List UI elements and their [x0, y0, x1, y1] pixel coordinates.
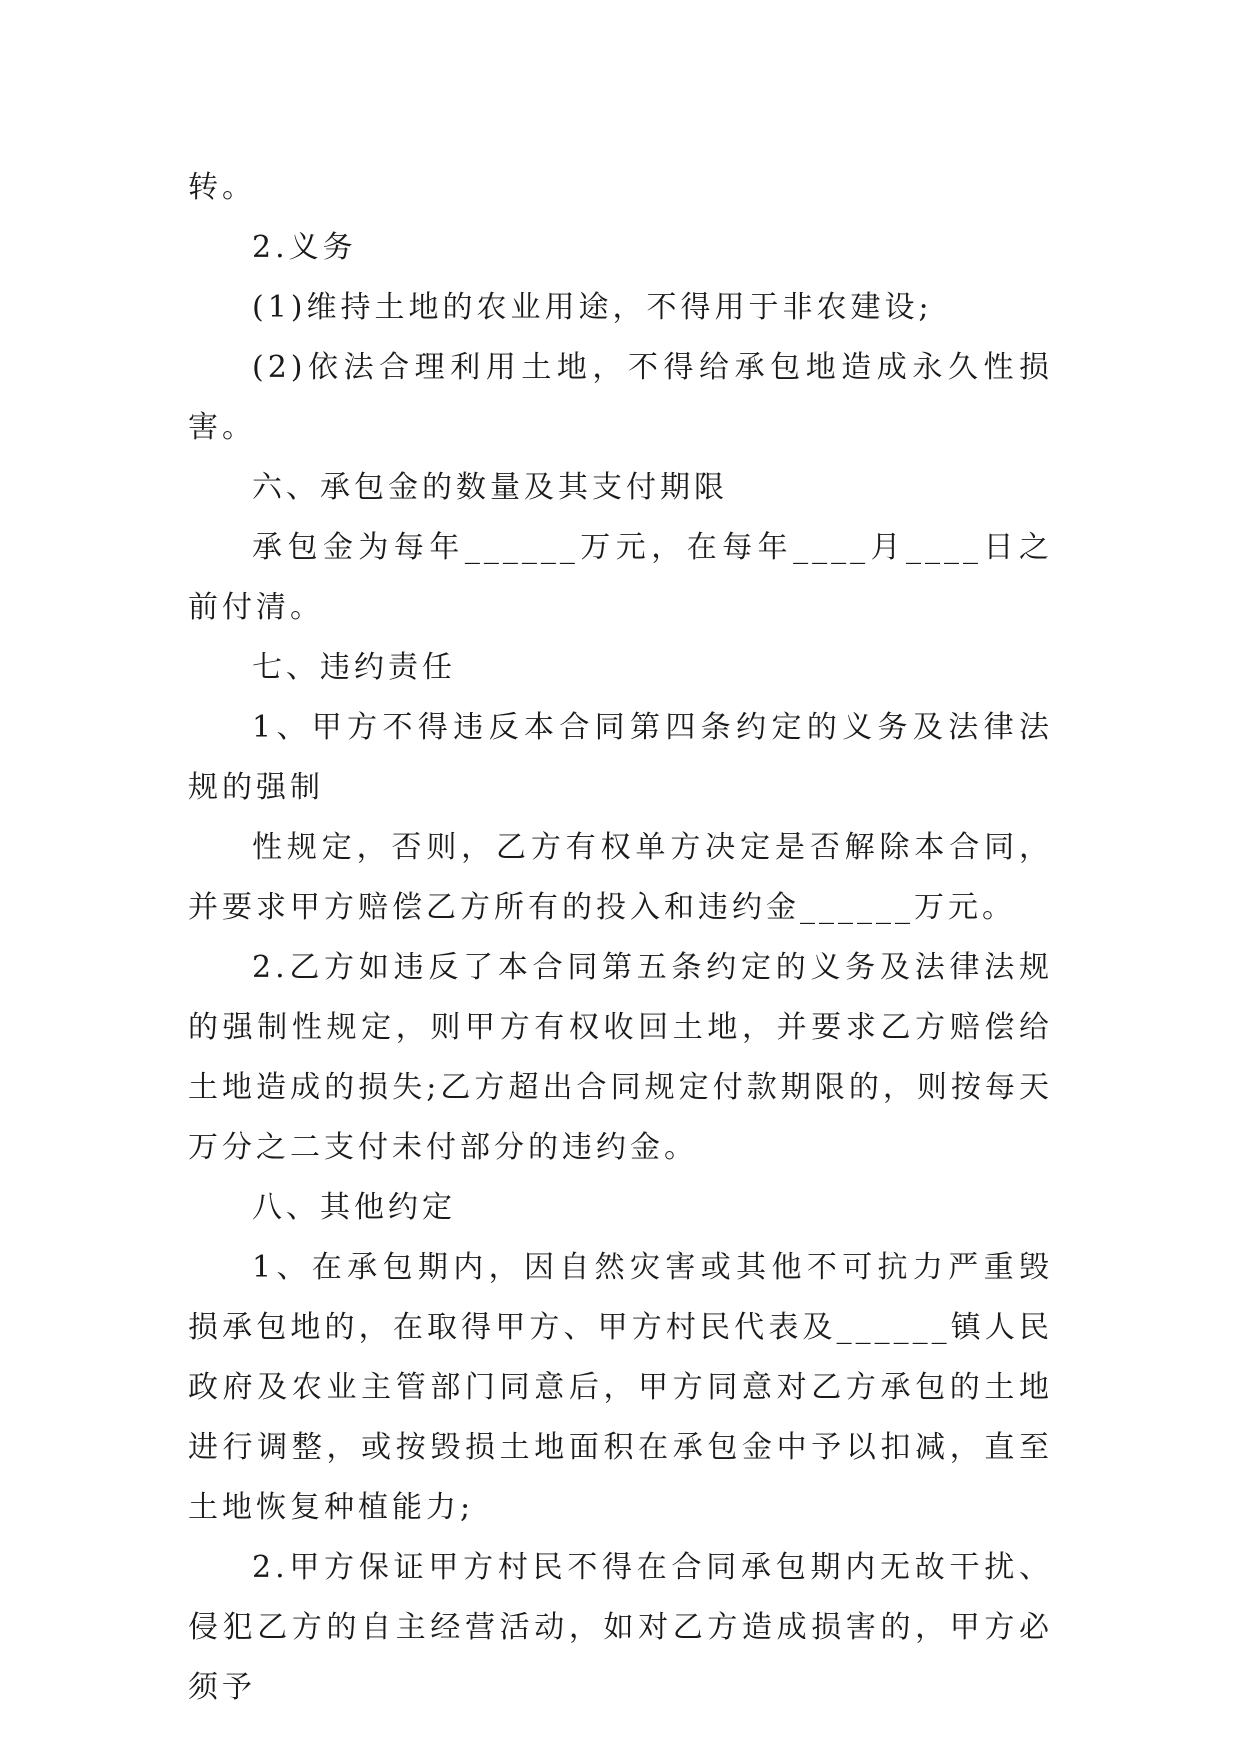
- document-body: [188, 158, 1053, 1718]
- paragraph-0: 转。: [188, 170, 256, 205]
- paragraph-2: (1)维持土地的农业用途，不得用于非农建设;: [252, 290, 933, 325]
- paragraph-3: (2)依法合理利用土地，不得给承包地造成永久性损害。: [188, 350, 1053, 445]
- paragraph-5: 承包金为每年______万元，在每年____月____日之前付清。: [188, 530, 1053, 625]
- section-heading-7: 七、违约责任: [252, 650, 456, 685]
- paragraph-12: 2.甲方保证甲方村民不得在合同承包期内无故干扰、侵犯乙方的自主经营活动，如对乙方造成损害的，甲方必须予: [188, 1550, 1053, 1705]
- paragraph-9: 2.乙方如违反了本合同第五条约定的义务及法律法规的强制性规定，则甲方有权收回土地，并要求乙方赔偿给土地造成的损失;乙方超出合同规定付款期限的，则按每天万分之二支付未付部分的违约金。: [188, 950, 1053, 1165]
- section-heading-8: 八、其他约定: [252, 1190, 456, 1225]
- section-heading-6: 六、承包金的数量及其支付期限: [252, 470, 728, 505]
- paragraph-8: 性规定，否则，乙方有权单方决定是否解除本合同，并要求甲方赔偿乙方所有的投入和违约金______万元。: [188, 830, 1053, 925]
- paragraph-1: 2.义务: [252, 230, 357, 265]
- paragraph-11: 1、在承包期内，因自然灾害或其他不可抗力严重毁损承包地的，在取得甲方、甲方村民代表及______镇人民政府及农业主管部门同意后，甲方同意对乙方承包的土地进行调整，或按毁损土地面积在承包金中予以扣减，直至土地恢复种植能力;: [188, 1250, 1053, 1525]
- paragraph-7: 1、甲方不得违反本合同第四条约定的义务及法律法规的强制: [188, 710, 1053, 805]
